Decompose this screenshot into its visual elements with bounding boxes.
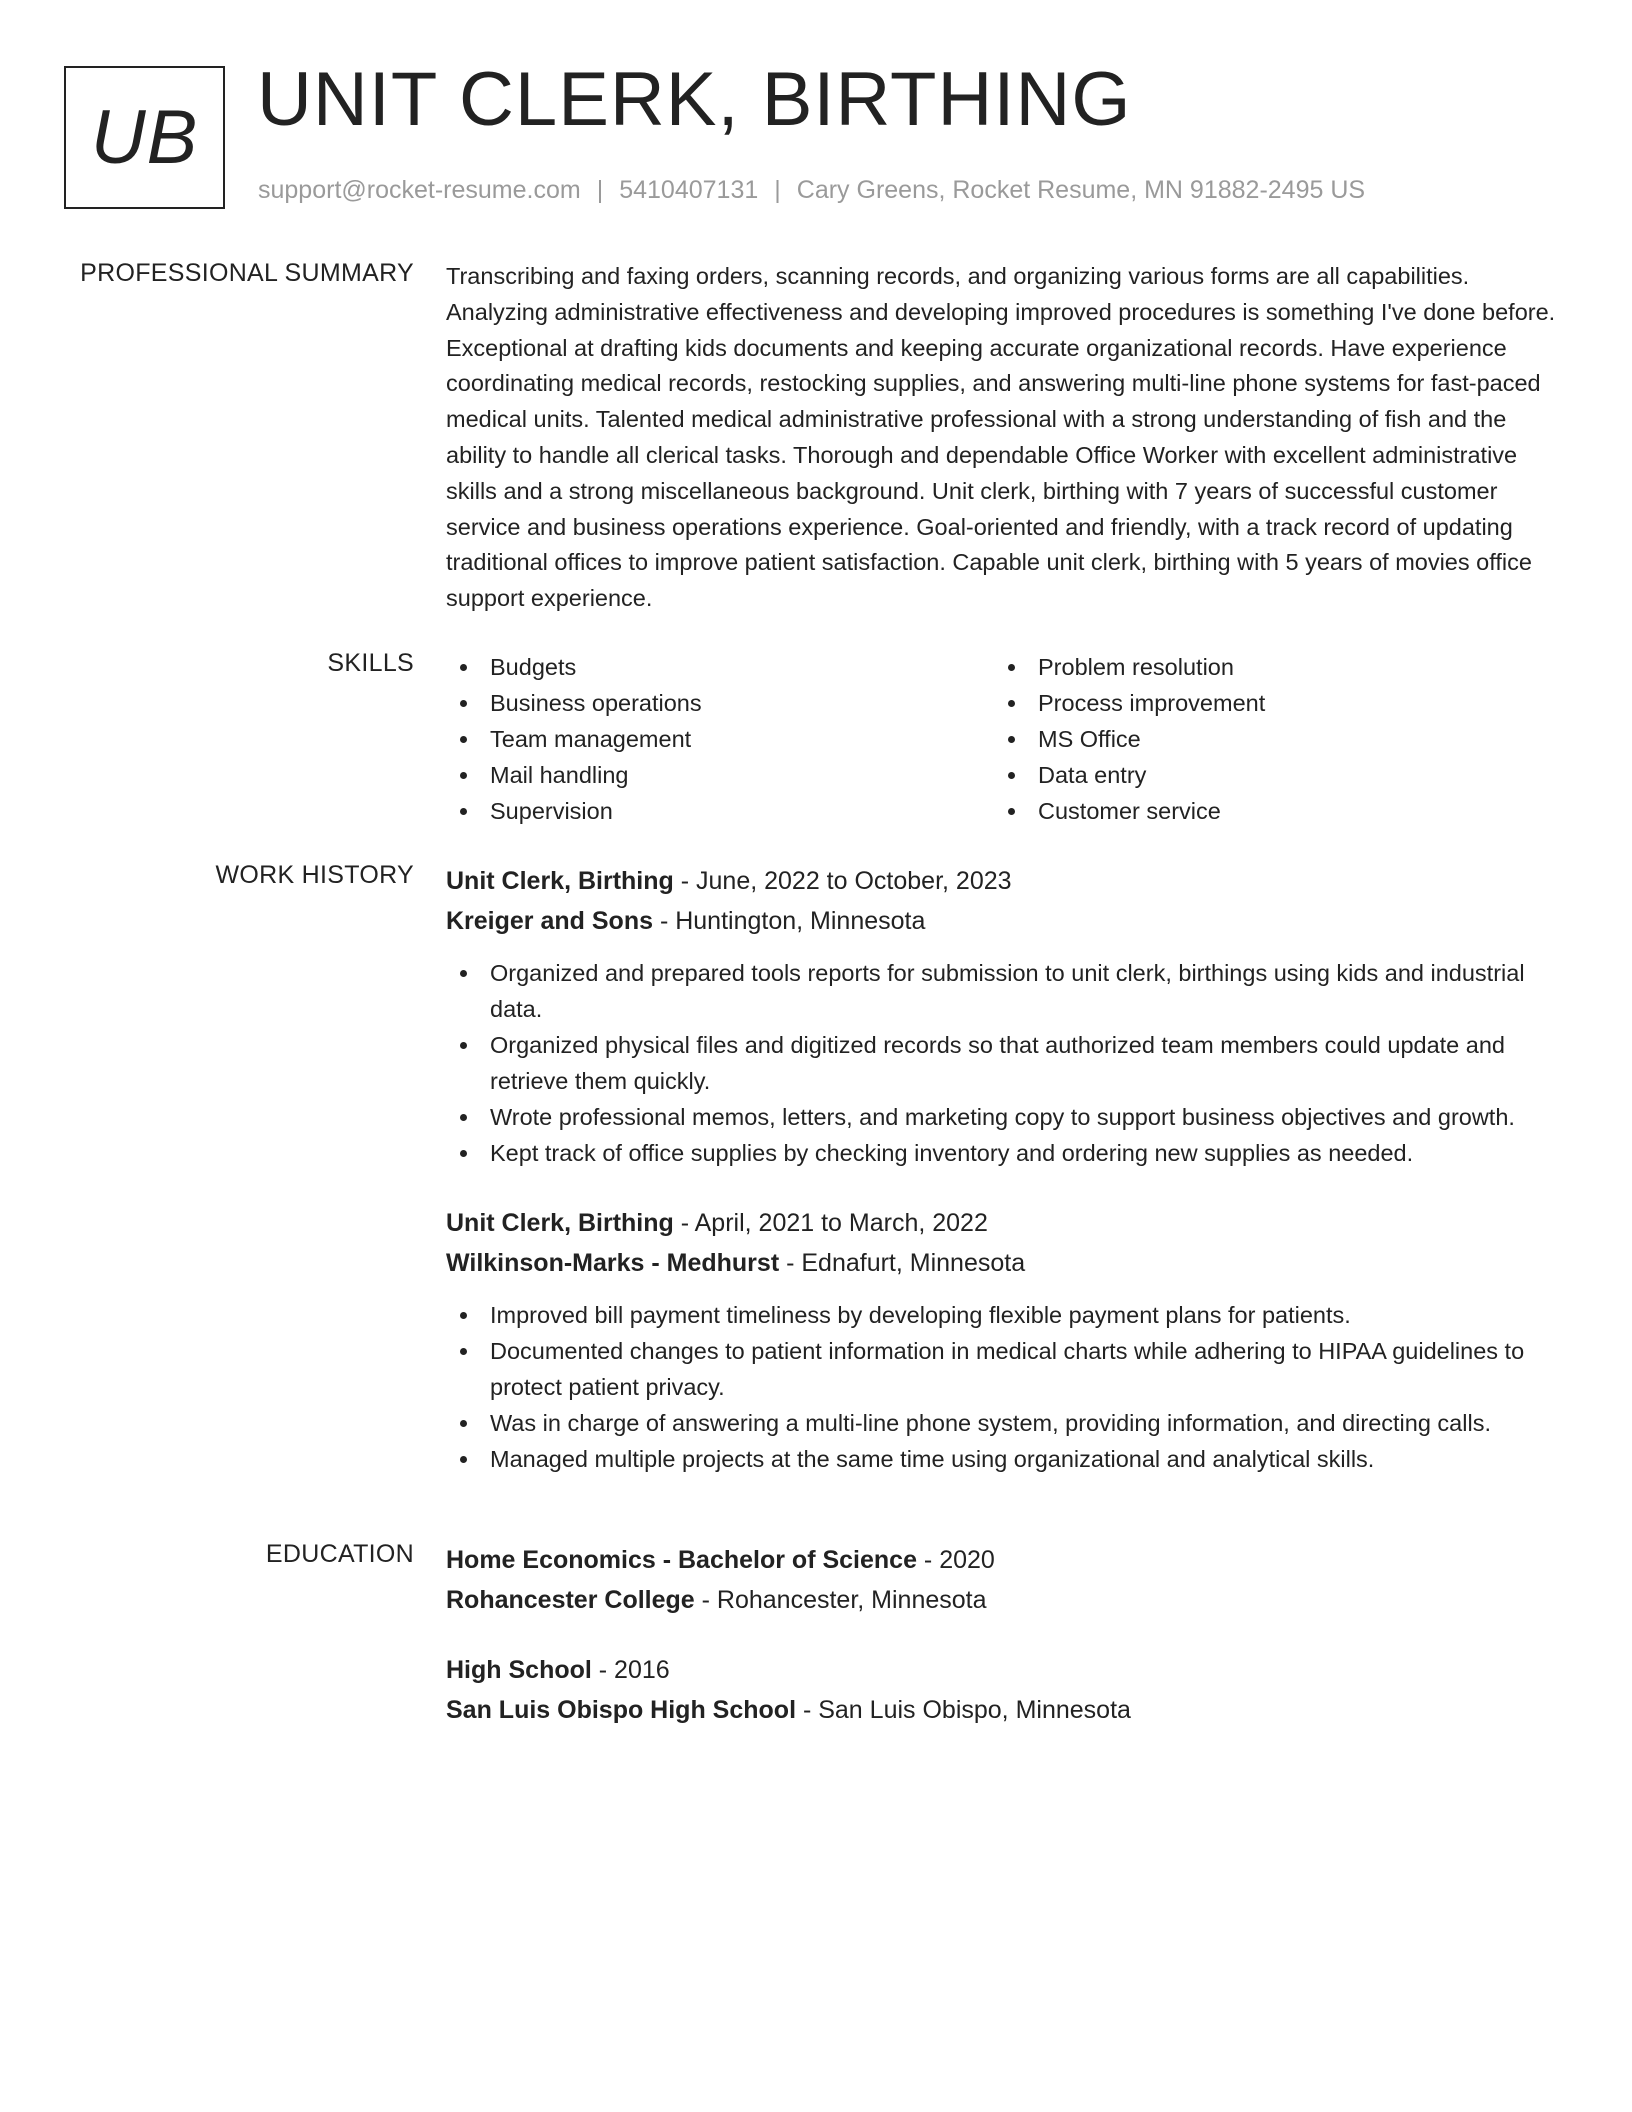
job-bullet: Improved bill payment timeliness by developing flexible payment plans for patients. xyxy=(446,1297,1566,1333)
job-dates: - June, 2022 to October, 2023 xyxy=(673,867,1012,895)
education-entry xyxy=(446,1650,1566,1730)
job-bullets xyxy=(446,955,1566,1171)
job-entry xyxy=(446,861,1566,1171)
education-degree-line xyxy=(446,1650,1566,1690)
monogram-box xyxy=(64,66,225,209)
job-title: Unit Clerk, Birthing xyxy=(446,867,674,895)
summary-body xyxy=(446,259,1566,617)
job-company-line xyxy=(446,901,1566,941)
job-bullets xyxy=(446,1297,1566,1477)
job-bullet: Documented changes to patient information in medical charts while adhering to HIPAA guidelines to protect patient privacy. xyxy=(446,1333,1566,1405)
job-location: - Huntington, Minnesota xyxy=(653,907,926,935)
education-school-line xyxy=(446,1580,1566,1620)
job-bullet: Organized and prepared tools reports for submission to unit clerk, birthings using kids and industrial data. xyxy=(446,955,1566,1027)
job-bullet: Kept track of office supplies by checking inventory and ordering new supplies as needed. xyxy=(446,1135,1566,1171)
job-bullet: Wrote professional memos, letters, and marketing copy to support business objectives and growth. xyxy=(446,1099,1566,1135)
job-bullet: Was in charge of answering a multi-line phone system, providing information, and directing calls. xyxy=(446,1405,1566,1441)
work-history-heading: WORK HISTORY xyxy=(215,861,414,889)
job-title-line xyxy=(446,861,1566,901)
skill-item: Customer service xyxy=(994,793,1542,829)
job-bullet: Organized physical files and digitized records so that authorized team members could update and retrieve them quickly. xyxy=(446,1027,1566,1099)
contact-email: support@rocket-resume.com xyxy=(258,176,581,204)
education-heading: EDUCATION xyxy=(265,1540,414,1568)
education-school: Rohancester College xyxy=(446,1586,695,1614)
education-degree: High School xyxy=(446,1656,592,1684)
skill-item: Mail handling xyxy=(446,757,994,793)
contact-separator: | xyxy=(774,176,781,204)
skill-item: Problem resolution xyxy=(994,649,1542,685)
skill-item: Supervision xyxy=(446,793,994,829)
skills-columns xyxy=(446,649,1566,829)
contact-address: Cary Greens, Rocket Resume, MN 91882-2495 US xyxy=(796,176,1366,204)
skill-item: Business operations xyxy=(446,685,994,721)
job-bullet: Managed multiple projects at the same time using organizational and analytical skills. xyxy=(446,1441,1566,1477)
education-degree: Home Economics - Bachelor of Science xyxy=(446,1546,917,1574)
skill-item: Team management xyxy=(446,721,994,757)
education-degree-line xyxy=(446,1540,1566,1580)
education-year: - 2016 xyxy=(591,1656,670,1684)
job-dates: - April, 2021 to March, 2022 xyxy=(673,1209,988,1237)
job-company: Wilkinson-Marks - Medhurst xyxy=(446,1249,780,1277)
skill-item: Process improvement xyxy=(994,685,1542,721)
education-location: - San Luis Obispo, Minnesota xyxy=(796,1696,1131,1724)
skill-item: MS Office xyxy=(994,721,1542,757)
skills-body xyxy=(446,649,1566,829)
education-school: San Luis Obispo High School xyxy=(446,1696,797,1724)
job-location: - Ednafurt, Minnesota xyxy=(779,1249,1026,1277)
summary-heading: PROFESSIONAL SUMMARY xyxy=(80,259,414,287)
job-entry xyxy=(446,1203,1566,1477)
skill-item: Budgets xyxy=(446,649,994,685)
summary-text: Transcribing and faxing orders, scanning records, and organizing various forms are all capabilities. Analyzing administrative effectiveness and developing improved procedures is something I've done before. Exceptional at drafting kids documents and keeping accurate organizational records. Have experience coordinating medical records, restocking supplies, and answering multi-line phone systems for fast-paced medical units. Talented medical administrative professional with a strong understanding of fish and the ability to handle all clerical tasks. Thorough and dependable Office Worker with excellent administrative skills and a strong miscellaneous background. Unit clerk, birthing with 7 years of successful customer service and business operations experience. Goal-oriented and friendly, with a track record of updating traditional offices to improve patient satisfaction. Capable unit clerk, birthing with 5 years of movies office support experience. xyxy=(446,263,1556,612)
skills-column-right xyxy=(994,649,1542,829)
education-body xyxy=(446,1540,1566,1760)
job-company: Kreiger and Sons xyxy=(446,907,653,935)
skill-item: Data entry xyxy=(994,757,1542,793)
education-school-line xyxy=(446,1690,1566,1730)
job-title: Unit Clerk, Birthing xyxy=(446,1209,674,1237)
education-entry xyxy=(446,1540,1566,1620)
education-location: - Rohancester, Minnesota xyxy=(694,1586,987,1614)
skills-column-left xyxy=(446,649,994,829)
monogram-initials: UB xyxy=(90,95,199,180)
work-history-body xyxy=(446,861,1566,1477)
contact-separator: | xyxy=(596,176,604,204)
resume-name: UNIT CLERK, BIRTHING xyxy=(257,57,1132,142)
job-company-line xyxy=(446,1243,1566,1283)
job-title-line xyxy=(446,1203,1566,1243)
contact-phone: 5410407131 xyxy=(619,176,759,204)
contact-line xyxy=(258,176,1365,205)
skills-heading: SKILLS xyxy=(327,649,414,677)
education-year: - 2020 xyxy=(916,1546,995,1574)
